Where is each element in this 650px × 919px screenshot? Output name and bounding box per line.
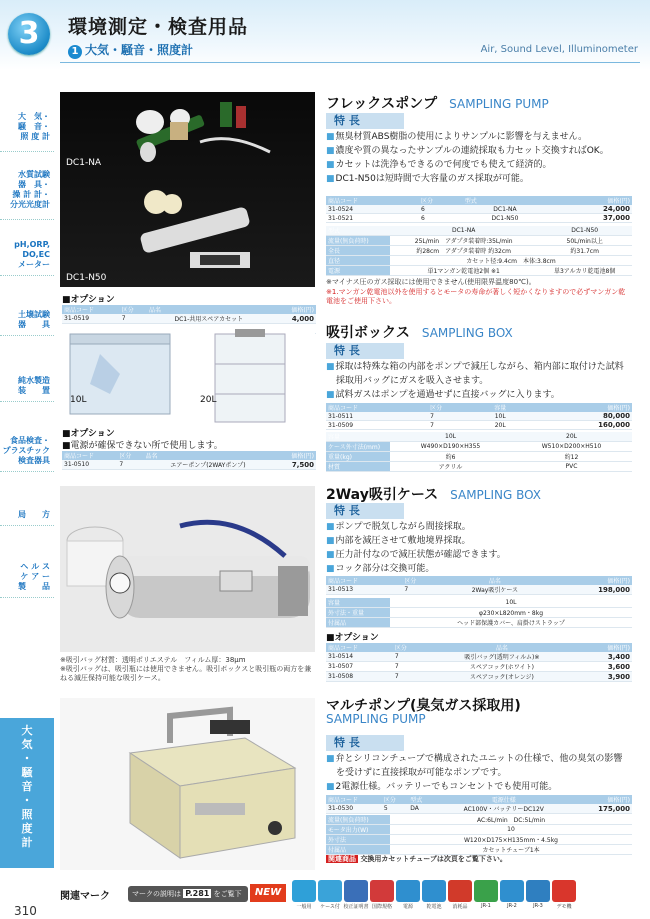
sampling-box-illustration [60,324,315,430]
col-price: 価格(円) [573,795,632,804]
case-title-en: SAMPLING BOX [450,488,542,502]
spec-cell: 単1マンガン乾電池2個 ※1 [390,266,537,276]
box-title-en: SAMPLING BOX [421,326,513,340]
cell: スペアコック(ホワイト) [424,662,579,672]
spec-label: 流量(無負荷時) [326,815,390,825]
cell: 31-0521 [326,214,419,223]
cell: 31-0514 [326,652,393,662]
spec-cell: 10 [390,825,632,835]
col-code: 商品コード [326,196,419,205]
spec-label: ケース外寸法(mm) [326,442,390,452]
box-bullets [326,360,631,402]
case-spec-table [326,598,632,628]
case-title [326,484,541,504]
cell: 31-0524 [326,205,419,214]
power-source-icon [396,880,420,902]
multi-pump-photo [60,698,315,870]
case-bullet: ■ ポンプで脱気しながら間接採取。 [326,520,631,534]
mark-page-link[interactable]: P.281 [185,889,210,898]
sidebar-item-ph[interactable]: pH,ORP, DO,EC メーター [0,240,54,276]
table-row[interactable] [326,652,632,662]
col-code: 商品コード [326,795,382,804]
multi-title-en: SAMPLING PUMP [326,712,426,726]
multi-spec-table [326,815,632,855]
cell: 7 [120,314,147,324]
spec-label: モータ出力(W) [326,825,390,835]
section-title-text: 大気・騒音・照度計 [85,43,194,57]
col-model: 型式 [463,196,548,205]
col-price: 価格(円) [580,643,632,652]
table-row[interactable] [326,662,632,672]
multi-price-table [326,795,632,814]
flex-feature-label: 特 長 [326,113,404,129]
box-spec-table [326,432,632,472]
intl-standard-icon [370,880,394,902]
sidebar-item-pharma[interactable]: 局 方 [0,510,54,526]
col-price: 価格(円) [547,196,632,205]
spec-label: 容量 [326,432,390,442]
flex-bullet: ■ カセットは洗浄もできるので何度でも使えて経済的。 [326,158,631,172]
case-feature-label: 特 長 [326,503,404,519]
cell: エアーポンプ(2WAYポンプ) [143,460,272,470]
icon-caption: JR-3 [533,903,543,909]
cell-price: 175,000 [573,804,632,814]
case-option-label: ■オプション [326,633,379,643]
spec-cell: 10L [390,598,632,608]
case-note: ※吸引バッグは、吸引瓶には使用できません。吸引ボックスと吸引瓶の両方を兼ねる減圧保持可能な吸引ケース。 [60,665,312,682]
sidebar [0,92,54,882]
icon-caption: 国際規格 [371,904,392,910]
box-option-note: ■電源が確保できない所で使用します。 [62,441,223,451]
col-code: 商品コード [326,643,393,652]
box-title [326,322,513,342]
flex-pump-illustration [60,92,315,287]
col-name: 品名 [438,576,551,585]
flex-bullet: ■ 濃度や質の異なったサンプルの連続採取も力セット交換すればOK。 [326,144,631,158]
cell: 7 [393,672,424,682]
table-row[interactable] [326,205,632,214]
mark-text: マークの説明は [132,890,181,898]
spec-cell: PVC [511,462,632,472]
chapter-number-badge: 3 [8,13,50,55]
spec-cell: 25L/min アダプタ装着時:35L/min [390,236,537,246]
jr1-icon [474,880,498,902]
col-code: 商品コード [62,305,120,314]
sidebar-item-air-active[interactable]: 大 気 ・ 騒 音 ・ 照 度 計 [0,718,54,868]
table-row[interactable] [62,460,316,470]
col-name: 品名 [143,451,272,460]
cell-price: 7,500 [273,460,316,470]
photo-label-dc1-na: DC1-NA [66,158,102,168]
cell: 6 [419,214,463,223]
col-price: 価格(円) [524,403,632,412]
col-model: 型式 [408,795,434,804]
col-price: 価格(円) [271,305,316,314]
spec-cell: W490×D190×H355 [390,442,511,452]
spec-cell: 10L [390,432,511,442]
spec-cell: 20L [511,432,632,442]
spec-label: 電源 [326,266,390,276]
table-row[interactable] [326,214,632,223]
col-price: 価格(円) [273,451,316,460]
cell-price: 80,000 [524,412,632,421]
case-illustration [60,486,315,652]
multi-bullets [326,752,631,794]
spec-label: 容量 [326,598,390,608]
spec-label: 外寸法・重量 [326,608,390,618]
cell: 吸引バッグ(透明フィルム)※ [424,652,579,662]
flex-note: ※マイナス圧のガス採取には使用できません(使用限界温度80℃)。 [326,278,536,286]
col-capacity: 容量 [476,403,524,412]
icon-caption: ケース付 [320,904,340,910]
cell: 2Way吸引ケース [438,585,551,595]
flex-pump-photo [60,92,315,287]
calibration-cert-icon [344,880,368,902]
cell-price: 3,400 [580,652,632,662]
sidebar-item-food[interactable]: 食品検査・ プラスチック 検査器具 [0,436,54,472]
spec-label: 全長 [326,246,390,256]
icon-caption: JR-2 [507,903,517,909]
case-included-icon [318,880,342,902]
spec-cell: W120×D175×H135mm・4.5kg [390,835,632,845]
cell: 31-0509 [326,421,428,430]
multi-feature-label: 特 長 [326,735,404,751]
table-row[interactable] [326,585,632,595]
spec-cell: AC:6L/min DC:5L/min [390,815,632,825]
table-row[interactable] [326,412,632,421]
cell: 7 [428,412,476,421]
cell: 7 [393,652,424,662]
case-bullet: ■ 圧力計付なので減圧状態が確認できます。 [326,548,631,562]
cell: 31-0513 [326,585,402,595]
spec-cell: DC1-N50 [537,226,632,236]
spec-cell: 約6 [390,452,511,462]
cell: DC1-共用スペアカセット [147,314,271,324]
multi-related [326,855,507,864]
icon-caption: 一般用 [296,904,312,910]
col-code: 商品コード [326,576,402,585]
cell: 10L [476,412,524,421]
spec-label: 型式 [326,226,390,236]
related-badge: 関連商品 [328,855,356,863]
cell-price: 160,000 [524,421,632,430]
battery-icon [422,880,446,902]
spec-cell: 約31.7cm [537,246,632,256]
box-option-table [62,451,316,470]
spec-cell: アクリル [390,462,511,472]
jr2-icon [500,880,524,902]
cell-price: 37,000 [547,214,632,223]
table-row[interactable] [326,421,632,430]
general-use-icon [292,880,316,902]
flex-pump-title [326,93,549,113]
table-row[interactable] [326,672,632,682]
flex-price-table [326,196,632,223]
spec-cell: 単3アルカリ乾電池8個 [537,266,632,276]
photo-label-dc1-n50: DC1-N50 [66,273,107,283]
cell: 7 [117,460,143,470]
mark-explanation[interactable] [128,886,248,914]
box-feature-label: 特 長 [326,343,404,359]
case-option-table [326,643,632,682]
case-price-table [326,576,632,595]
spec-label: 付属品 [326,845,390,855]
cell-price: 3,900 [580,672,632,682]
col-class: 区分 [382,795,408,804]
section-title [68,41,193,59]
col-name: 品名 [424,643,579,652]
table-row[interactable] [62,314,316,324]
col-class: 区分 [117,451,143,460]
cell: 31-0511 [326,412,428,421]
multi-title: マルチポンプ(臭気ガス採取用) [326,698,521,714]
spec-cell: 約12 [511,452,632,462]
cell: DC1-N50 [463,214,548,223]
cell: 7 [402,585,438,595]
box-price-table [326,403,632,430]
sidebar-item-soil[interactable]: 土壌試験 器 具 [0,310,54,336]
cell: 31-0519 [62,314,120,324]
col-class: 区分 [402,576,438,585]
section-number-badge: 1 [68,45,82,59]
icon-caption: デモ機 [556,904,572,910]
spec-label: 材質 [326,462,390,472]
case-bullets [326,520,631,576]
flex-bullets [326,130,631,186]
icon-caption: 消耗品 [452,904,468,910]
spec-label: 付属品 [326,618,390,628]
spec-cell: 50L/min以上 [537,236,632,246]
spec-cell: W510×D200×H510 [511,442,632,452]
cell-price: 24,000 [547,205,632,214]
box-bullet: ■ 採取は特殊な箱の内部をポンプで減圧しながら、箱内部に取付けた試料採取用バッグにガスを吸入させます。 [326,360,631,388]
case-note: ※吸引バッグ材質：透明ポリエステル フィルム厚：38μm [60,656,246,664]
cell: スペアコック(オレンジ) [424,672,579,682]
spec-label: 流量(無負荷時) [326,236,390,246]
flex-spec-table [326,226,632,276]
multi-bullet: ■ 弁とシリコンチューブで構成されたユニットの仕様で、他の臭気の影響を受けずに直接採取が可能なポンプです。 [326,752,631,780]
col-power: 電源仕様 [435,795,574,804]
related-mark-label: 関連マーク [60,891,110,902]
cell: 5 [382,804,408,814]
table-row[interactable] [326,804,632,814]
col-code: 商品コード [62,451,117,460]
cell-price: 3,600 [580,662,632,672]
icon-caption: 乾電池 [426,904,442,910]
case-photo [60,486,315,652]
jr3-icon [526,880,550,902]
cell: 31-0510 [62,460,117,470]
spec-cell: φ230×L820mm・8kg [390,608,632,618]
col-class: 区分 [419,196,463,205]
cell: 7 [428,421,476,430]
icon-caption: 校正証明書 [343,904,369,910]
cell: DA [408,804,434,814]
mark-suffix: をご覧下さい [132,890,242,914]
multi-pump-illustration [60,698,315,870]
cell: 31-0530 [326,804,382,814]
spec-cell: DC1-NA [390,226,537,236]
col-class: 区分 [393,643,424,652]
case-bullet: ■ コック部分は交換可能。 [326,562,631,576]
icon-caption: 電源 [402,904,413,910]
section-english-title: Air, Sound Level, Illuminometer [480,44,638,55]
box-option-label: ■オプション [62,429,115,439]
cell-price: 4,000 [271,314,316,324]
table-header-row [326,196,632,205]
spec-cell: ヘッド部保護カバー、肩掛けストラップ [390,618,632,628]
multi-bullet: ■ 2電源仕様。バッテリーでもコンセントでも使用可能。 [326,780,631,794]
spec-label: 直径 [326,256,390,266]
related-text: 交換用カセットチューブは次頁をご覧下さい。 [360,855,507,863]
col-code: 商品コード [326,403,428,412]
spec-label: 外寸法 [326,835,390,845]
consumable-icon [448,880,472,902]
flex-note-red: ※1.マンガン乾電池以外を使用するとモータの寿命が著しく短かくなりますので必ずマンガン乾電池をご使用下さい。 [326,288,626,305]
flex-option-label: ■オプション [62,295,115,305]
flex-bullet: ■ 無臭材質ABS樹脂の使用によりサンプルに影響を与えません。 [326,130,631,144]
col-name: 品名 [147,305,271,314]
page-number: 310 [14,904,37,918]
cell-price: 198,000 [551,585,632,595]
cell: DC1-NA [463,205,548,214]
box-title-jp: 吸引ボックス [326,325,410,341]
case-title-jp: 2Way吸引ケース [326,487,439,503]
cell: 31-0507 [326,662,393,672]
flex-pump-title-jp: フレックスポンプ [326,96,438,112]
photo-label-20l: 20L [200,395,217,405]
cell: 6 [419,205,463,214]
cell: 20L [476,421,524,430]
flex-bullet: ■ DC1-N50は短時間で大容量のガス採取が可能。 [326,172,631,186]
spec-cell: カセットチューブ1本 [390,845,632,855]
sidebar-item-air[interactable]: 大 気・ 騒 音・ 照 度 計 [0,112,54,152]
col-class: 区分 [428,403,476,412]
cell: 7 [393,662,424,672]
cell: AC100V・バッテリーDC12V [435,804,574,814]
spec-label: 重量(kg) [326,452,390,462]
sidebar-item-water[interactable]: 水質試験 器 具・ 操 計 計・ 分光光度計 [0,170,54,220]
cell: 31-0508 [326,672,393,682]
spec-cell: カセット径:9.4cm 本体:3.8cm [390,256,632,266]
new-badge: NEW [250,884,286,902]
flex-pump-title-en: SAMPLING PUMP [449,97,549,111]
demo-unit-icon [552,880,576,902]
sidebar-item-health[interactable]: ヘ ル ス ケ ア ー 製 品 [0,562,54,598]
col-class: 区分 [120,305,147,314]
col-price: 価格(円) [551,576,632,585]
sidebar-item-pure-water[interactable]: 純水製造 装 置 [0,376,54,402]
case-bullet: ■ 内部を減圧させて敷地境界採取。 [326,534,631,548]
header-divider [60,62,640,63]
spec-cell: 約28cm アダプタ装着時 約32cm [390,246,537,256]
photo-label-10l: 10L [70,395,87,405]
box-bullet: ■ 試料ガスはポンプを通過せずに直接バッグに入ります。 [326,388,631,402]
sampling-box-photo [60,324,315,430]
chapter-title: 環境測定・検査用品 [68,16,249,38]
icon-caption: JR-1 [481,903,491,909]
